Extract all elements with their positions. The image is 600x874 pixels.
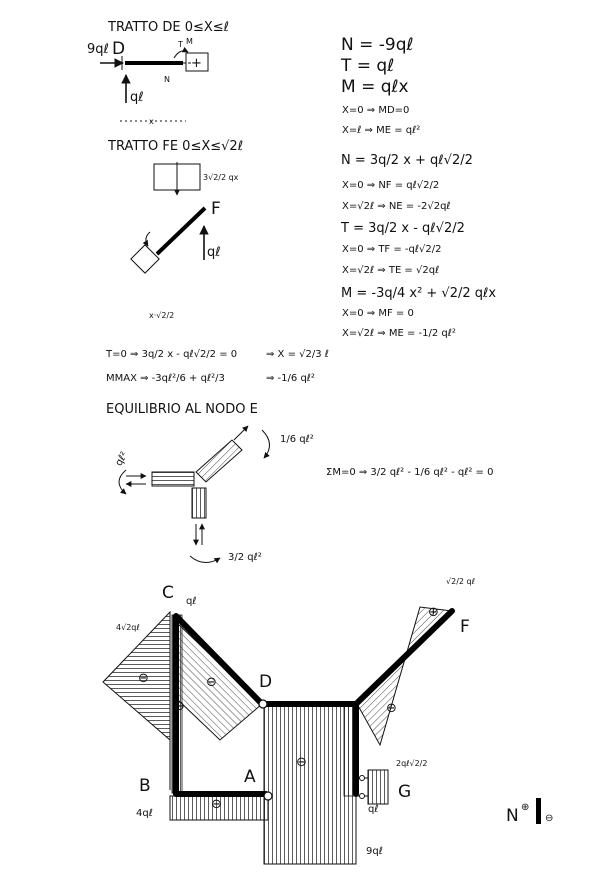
de-node-label: D xyxy=(112,39,126,59)
equilibrium-heading: EQUILIBRIO AL NODO E xyxy=(106,402,258,417)
value-right: 2qℓ√2/2 xyxy=(396,759,428,768)
sign-bc-strip: ⊖ xyxy=(174,699,185,714)
de-plus-sign: + xyxy=(191,56,202,71)
de-x-label: x xyxy=(149,117,154,126)
formula-de-t: T = qℓ xyxy=(341,56,395,76)
section-de xyxy=(87,20,229,126)
label-a: A xyxy=(244,767,256,787)
max-moment-block xyxy=(105,349,329,384)
legend-n: N xyxy=(506,806,519,826)
de-n-label: N xyxy=(164,75,170,84)
max-eq-2: MMAX ⇒ -3qℓ²/6 + qℓ²/3 xyxy=(106,373,225,384)
formula-fe-n-bc2: X=√2ℓ ⇒ NE = -2√2qℓ xyxy=(342,201,451,212)
formula-fe-t-bc2: X=√2ℓ ⇒ TE = √2qℓ xyxy=(342,265,440,276)
support-g xyxy=(368,770,388,804)
formula-fe-m-bc1: X=0 ⇒ MF = 0 xyxy=(342,308,414,319)
fe-cut-box xyxy=(131,245,159,273)
n-band-de xyxy=(264,706,356,864)
sign-f: ⊕ xyxy=(428,605,439,620)
legend-plus: ⊕ xyxy=(521,802,530,813)
formula-fe-n: N = 3q/2 x + qℓ√2/2 xyxy=(341,153,473,168)
node-e-left-arm xyxy=(152,472,194,486)
value-bottom-right: 9qℓ xyxy=(366,846,383,857)
node-e-moment-3: 3/2 qℓ² xyxy=(228,552,262,563)
section-fe xyxy=(107,139,243,320)
max-eq-1: T=0 ⇒ 3q/2 x - qℓ√2/2 = 0 xyxy=(106,349,238,360)
sign-cd: ⊖ xyxy=(206,675,217,690)
sign-ef: ⊖ xyxy=(386,701,397,716)
node-e-bottom-arm xyxy=(192,488,206,518)
legend-minus: ⊖ xyxy=(545,813,554,824)
value-c: qℓ xyxy=(186,596,197,607)
node-e-diag-moment xyxy=(262,430,270,458)
frame-ef xyxy=(356,611,452,704)
node-e-equation: ΣM=0 ⇒ 3/2 qℓ² - 1/6 qℓ² - qℓ² = 0 xyxy=(326,467,494,478)
fe-node-label: F xyxy=(211,199,221,219)
value-f: √2/2 qℓ xyxy=(446,577,475,586)
fe-x-label: x·√2/2 xyxy=(149,311,175,320)
sign-de: ⊖ xyxy=(296,755,307,770)
de-t-label: T xyxy=(178,40,183,49)
formula-fe-t: T = 3q/2 x - qℓ√2/2 xyxy=(341,221,465,236)
formula-fe-n-bc1: X=0 ⇒ NF = qℓ√2/2 xyxy=(342,180,440,191)
de-m-label: M xyxy=(186,37,193,46)
fe-moment-arrow xyxy=(146,232,150,246)
label-f: F xyxy=(460,617,470,637)
de-up-force: qℓ xyxy=(130,90,144,105)
support-g-pin-2 xyxy=(360,794,365,799)
fe-box-load: 3√2/2 qx xyxy=(203,173,239,182)
axial-force-diagram xyxy=(103,577,553,864)
formula-fe-m-bc2: X=√2ℓ ⇒ ME = -1/2 qℓ² xyxy=(342,328,456,339)
formula-de-n: N = -9qℓ xyxy=(341,35,414,55)
node-e-diag-arm xyxy=(196,440,242,482)
section-fe-heading: TRATTO FE 0≤X≤√2ℓ xyxy=(108,139,244,154)
label-c: C xyxy=(162,583,174,603)
formula-de-bc1: X=0 ⇒ MD=0 xyxy=(342,105,410,116)
value-bottom: 4qℓ xyxy=(136,808,153,819)
max-res-2: ⇒ -1/6 qℓ² xyxy=(266,373,315,384)
label-d: D xyxy=(259,672,273,692)
n-band-cd xyxy=(176,622,262,740)
formula-de-bc2: X=ℓ ⇒ ME = qℓ² xyxy=(342,125,421,136)
sign-left-column: ⊖ xyxy=(138,671,149,686)
value-g: qℓ xyxy=(368,804,379,815)
section-de-heading: TRATTO DE 0≤X≤ℓ xyxy=(108,20,230,35)
formulas-column xyxy=(340,35,496,339)
node-e-moment-2: 1/6 qℓ² xyxy=(280,434,314,445)
support-g-pin-1 xyxy=(360,776,365,781)
node-e-diag-force xyxy=(234,426,248,440)
formula-fe-t-bc1: X=0 ⇒ TF = -qℓ√2/2 xyxy=(342,244,442,255)
node-e-moment-1: qℓ² xyxy=(113,450,131,469)
formula-de-m: M = qℓx xyxy=(341,77,409,97)
node-e-bottom-moment xyxy=(190,556,220,563)
max-res-1: ⇒ X = √2/3 ℓ xyxy=(266,349,329,360)
fe-up-force: qℓ xyxy=(207,245,221,260)
formula-fe-m: M = -3q/4 x² + √2/2 qℓx xyxy=(341,286,497,301)
label-b: B xyxy=(139,776,151,796)
de-load-label: 9qℓ xyxy=(87,42,109,57)
legend-bar xyxy=(536,798,541,824)
node-e-left-moment xyxy=(119,470,126,494)
sign-ba: ⊖ xyxy=(211,797,222,812)
hinge-d xyxy=(259,700,267,708)
value-left: 4√2qℓ xyxy=(116,623,140,632)
equilibrium-node-e xyxy=(106,402,493,563)
fe-beam xyxy=(157,208,205,254)
label-g: G xyxy=(398,782,412,802)
n-band-left-column xyxy=(103,612,170,790)
hinge-a xyxy=(264,792,272,800)
